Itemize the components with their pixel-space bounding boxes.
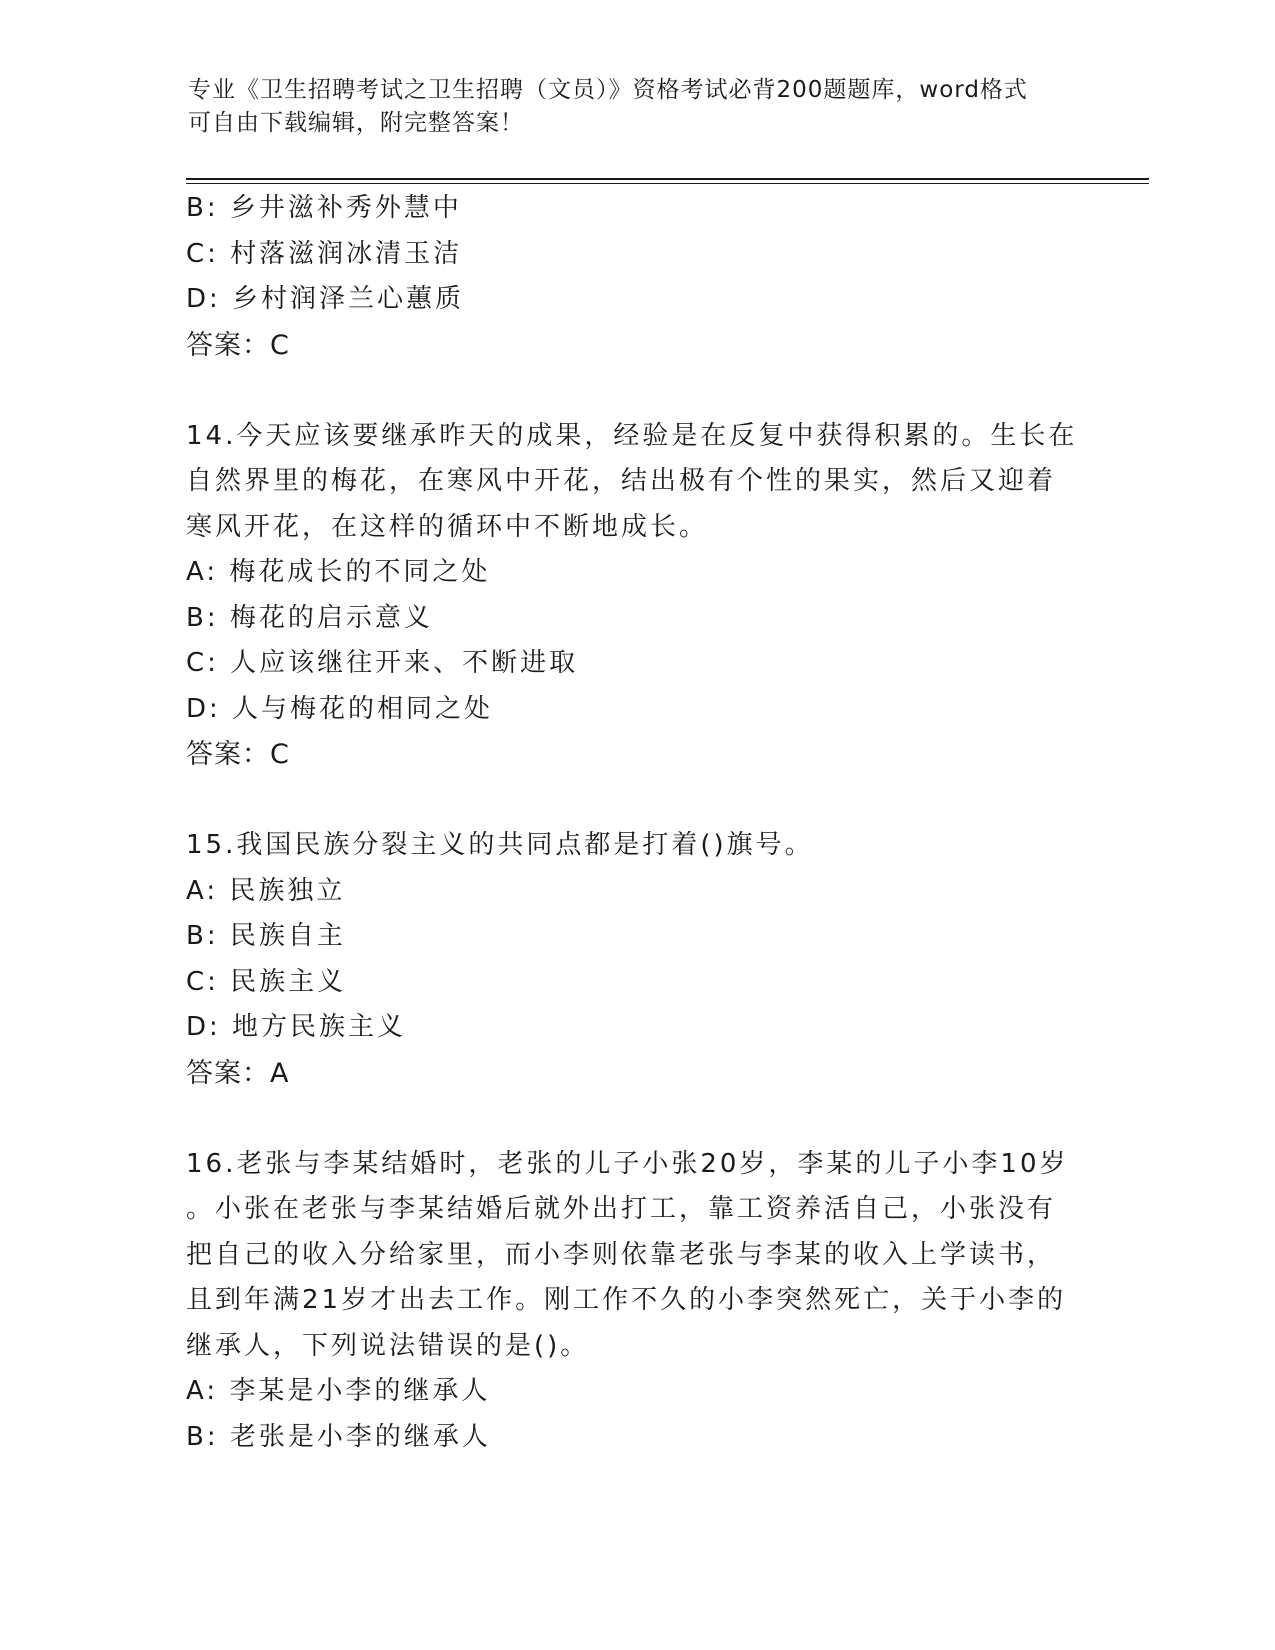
option-a: A: 民族独立 <box>186 875 346 906</box>
header-title-line-1: 专业《卫生招聘考试之卫生招聘（文员）》资格考试必背200题题库，word格式 <box>188 77 1028 103</box>
question-stem: 自然界里的梅花，在寒风中开花，结出极有个性的果实，然后又迎着 <box>186 466 1057 496</box>
spacer <box>186 1096 1086 1142</box>
option-d: D: 地方民族主义 <box>186 1012 407 1042</box>
option-b: B: 梅花的启示意义 <box>186 602 433 633</box>
option-b: B: 老张是小李的继承人 <box>186 1421 491 1452</box>
question-13 <box>186 186 1086 368</box>
option-c: C: 人应该继往开来、不断进取 <box>186 648 579 678</box>
answer-line: 答案：C <box>186 739 290 770</box>
option-a: A: 梅花成长的不同之处 <box>186 557 491 587</box>
header-title-line-2: 可自由下载编辑，附完整答案！ <box>188 110 524 136</box>
option-c: C: 民族主义 <box>186 966 347 997</box>
question-stem: 16.老张与李某结婚时，老张的儿子小张20岁，李某的儿子小李10岁 <box>186 1148 1069 1179</box>
question-stem: 寒风开花，在这样的循环中不断地成长。 <box>186 511 709 542</box>
question-stem: 。小张在老张与李某结婚后就外出打工，靠工资养活自己，小张没有 <box>186 1194 1057 1224</box>
question-16 <box>186 1142 1086 1461</box>
question-stem: 把自己的收入分给家里，而小李则依靠老张与李某的收入上学读书， <box>186 1239 1057 1270</box>
answer-line: 答案：C <box>186 329 290 361</box>
answer-line: 答案：A <box>186 1057 290 1089</box>
option-d: D: 人与梅花的相同之处 <box>186 693 494 724</box>
question-stem: 14.今天应该要继承昨天的成果，经验是在反复中获得积累的。生长在 <box>186 420 1078 451</box>
question-stem: 且到年满21岁才出去工作。刚工作不久的小李突然死亡，关于小李的 <box>186 1285 1067 1315</box>
question-15 <box>186 823 1086 1096</box>
option-b: B: 民族自主 <box>186 921 346 951</box>
document-header <box>188 74 1088 140</box>
option-c: C: 村落滋润冰清玉洁 <box>186 238 463 269</box>
question-stem: 15.我国民族分裂主义的共同点都是打着()旗号。 <box>186 830 814 860</box>
question-14 <box>186 414 1086 778</box>
option-b: B: 乡井滋补秀外慧中 <box>186 193 462 223</box>
header-divider <box>186 178 1149 184</box>
spacer <box>186 368 1086 414</box>
question-stem: 继承人，下列说法错误的是()。 <box>186 1330 590 1361</box>
spacer <box>186 778 1086 824</box>
question-list <box>186 186 1086 1460</box>
option-d: D: 乡村润泽兰心蕙质 <box>186 284 465 314</box>
option-a: A: 李某是小李的继承人 <box>186 1376 491 1406</box>
